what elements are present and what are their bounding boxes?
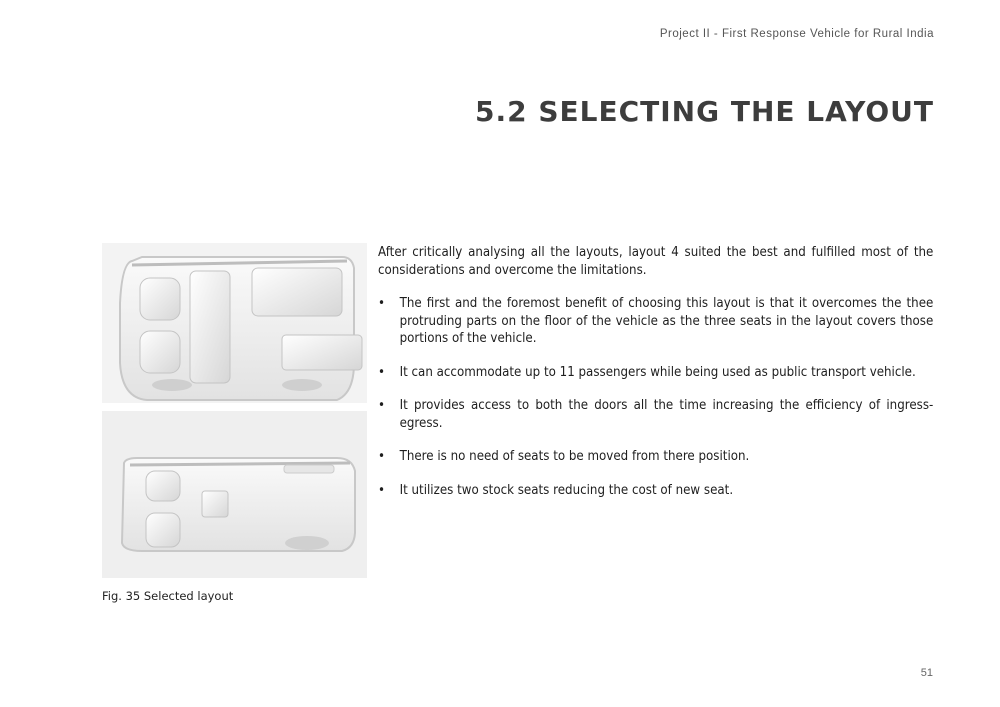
bullet: • (378, 364, 386, 380)
vehicle-layout-renders (102, 243, 367, 578)
figure-caption: Fig. 35 Selected layout (102, 589, 234, 603)
list-item-text: There is no need of seats to be moved from there position. (399, 449, 750, 464)
layout-figure (102, 243, 367, 578)
bullet: • (378, 449, 386, 464)
body-text (378, 244, 933, 515)
list-item (378, 482, 933, 500)
bullet: • (378, 482, 386, 498)
list-item (378, 397, 933, 432)
benefit-list (378, 295, 933, 499)
list-item (378, 364, 933, 382)
page-title: 5.2 SELECTING THE LAYOUT (475, 95, 934, 128)
intro-paragraph: After critically analysing all the layouts, layout 4 suited the best and fulfilled most of the considerations and overcome the limitations. (378, 245, 934, 278)
list-item-text: The first and the foremost benefit of choosing this layout is that it overcomes the thee protruding parts on the floor of the vehicle as the three seats in the layout covers those portions of the vehicle. (399, 296, 934, 346)
list-item-text: It can accommodate up to 11 passengers while being used as public transport vehicle. (399, 364, 916, 380)
list-item-text: It utilizes two stock seats reducing the cost of new seat. (399, 482, 734, 498)
list-item (378, 295, 933, 348)
bullet: • (378, 398, 386, 413)
header-project-title: Project II - First Response Vehicle for Rural India (659, 28, 934, 40)
list-item-text: It provides access to both the doors all the time increasing the efficiency of ingress-egress. (399, 398, 934, 431)
bullet: • (378, 296, 386, 311)
vehicle-render-top (102, 243, 367, 403)
list-item (378, 448, 933, 466)
page-number: 51 (920, 667, 933, 679)
vehicle-render-bottom (102, 411, 367, 578)
